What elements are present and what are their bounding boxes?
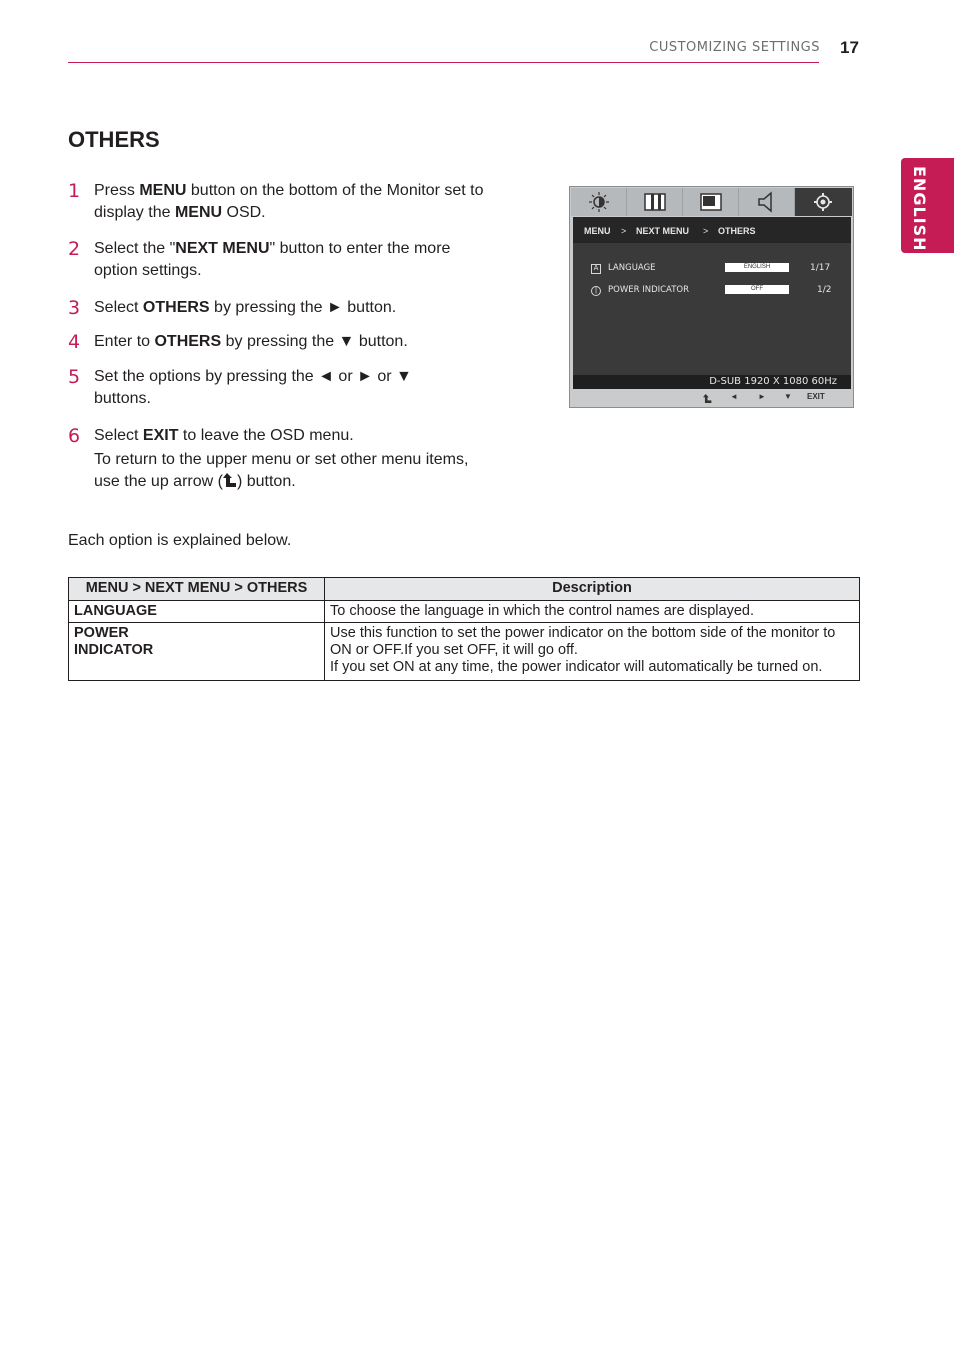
- osd-tab-display: [683, 188, 739, 216]
- table-header-description: Description: [325, 578, 860, 601]
- osd-breadcrumb: [573, 217, 851, 243]
- step-number: 1: [68, 180, 81, 202]
- step-number: 2: [68, 238, 81, 260]
- option-description: Use this function to set the power indicator on the bottom side of the monitor to ON or OFF.If you set OFF, it will go off. If you set ON at any time, the power indicator will automatically be turned on.: [325, 623, 860, 681]
- step-text: Press MENU button on the bottom of the Monitor set to display the MENU OSD.: [94, 182, 484, 221]
- color-bars-icon: [644, 191, 666, 213]
- header-section-title: CUSTOMIZING SETTINGS: [649, 40, 820, 55]
- osd-breadcrumb-next-menu: NEXT MENU: [636, 226, 690, 236]
- power-icon: |: [591, 286, 601, 296]
- options-table: [68, 577, 860, 681]
- option-description: To choose the language in which the control names are displayed.: [325, 601, 860, 623]
- step-number: 5: [68, 366, 81, 388]
- osd-tab-bar: [571, 188, 852, 216]
- osd-row-language: A LANGUAGE ENGLISH 1/17: [573, 262, 851, 278]
- osd-screenshot: [569, 186, 854, 408]
- up-arrow-icon: [703, 393, 712, 404]
- table-row: [69, 601, 860, 623]
- section-title: OTHERS: [68, 127, 160, 152]
- option-name: LANGUAGE: [69, 601, 325, 623]
- osd-breadcrumb-sep: >: [621, 226, 627, 236]
- language-side-tab-label: ENGLISH: [910, 166, 929, 252]
- osd-tab-sound: [739, 188, 795, 216]
- step-text: Select the "NEXT MENU" button to enter the more option settings.: [94, 240, 451, 279]
- osd-left-button: ◄: [730, 392, 738, 401]
- table-row: [69, 623, 860, 681]
- step-text: Enter to OTHERS by pressing the ▼ button.: [94, 333, 408, 350]
- table-header-row: [69, 578, 860, 601]
- osd-status-bar: [573, 375, 851, 389]
- brightness-icon: [588, 191, 610, 213]
- step-text: Select OTHERS by pressing the ► button.: [94, 299, 397, 316]
- step-text: Select EXIT to leave the OSD menu. To return to the upper menu or set other menu items, use the up arrow ( ) button.: [94, 427, 469, 490]
- header-divider: [68, 62, 819, 63]
- language-side-tab: [901, 158, 954, 253]
- speaker-icon: [756, 191, 778, 213]
- osd-menu-screen: [573, 217, 851, 389]
- osd-breadcrumb-menu: MENU: [584, 226, 611, 236]
- osd-row-power-indicator: | POWER INDICATOR OFF 1/2: [573, 284, 851, 300]
- osd-tab-others: [795, 188, 852, 216]
- up-arrow-icon: [223, 472, 237, 488]
- table-header-menu: MENU > NEXT MENU > OTHERS: [69, 578, 325, 601]
- step-number: 3: [68, 297, 81, 319]
- osd-breadcrumb-others: OTHERS: [718, 226, 756, 236]
- gear-icon: [812, 191, 834, 213]
- osd-signal-info: D-SUB 1920 X 1080 60Hz: [709, 376, 837, 387]
- explanation-intro: Each option is explained below.: [68, 532, 292, 549]
- osd-tab-color: [627, 188, 683, 216]
- page-number: 17: [840, 38, 859, 57]
- language-icon: A: [591, 264, 601, 274]
- step-number: 4: [68, 331, 81, 353]
- step-text: Set the options by pressing the ◄ or ► or ▼ buttons.: [94, 368, 412, 407]
- osd-button-bar: [570, 389, 853, 407]
- step-number: 6: [68, 425, 81, 447]
- osd-breadcrumb-sep: >: [703, 226, 709, 236]
- display-icon: [700, 191, 722, 213]
- osd-right-button: ►: [758, 392, 766, 401]
- option-name: POWER INDICATOR: [69, 623, 325, 681]
- osd-exit-button: EXIT: [807, 392, 825, 401]
- osd-down-button: ▼: [784, 392, 792, 401]
- osd-tab-picture: [571, 188, 627, 216]
